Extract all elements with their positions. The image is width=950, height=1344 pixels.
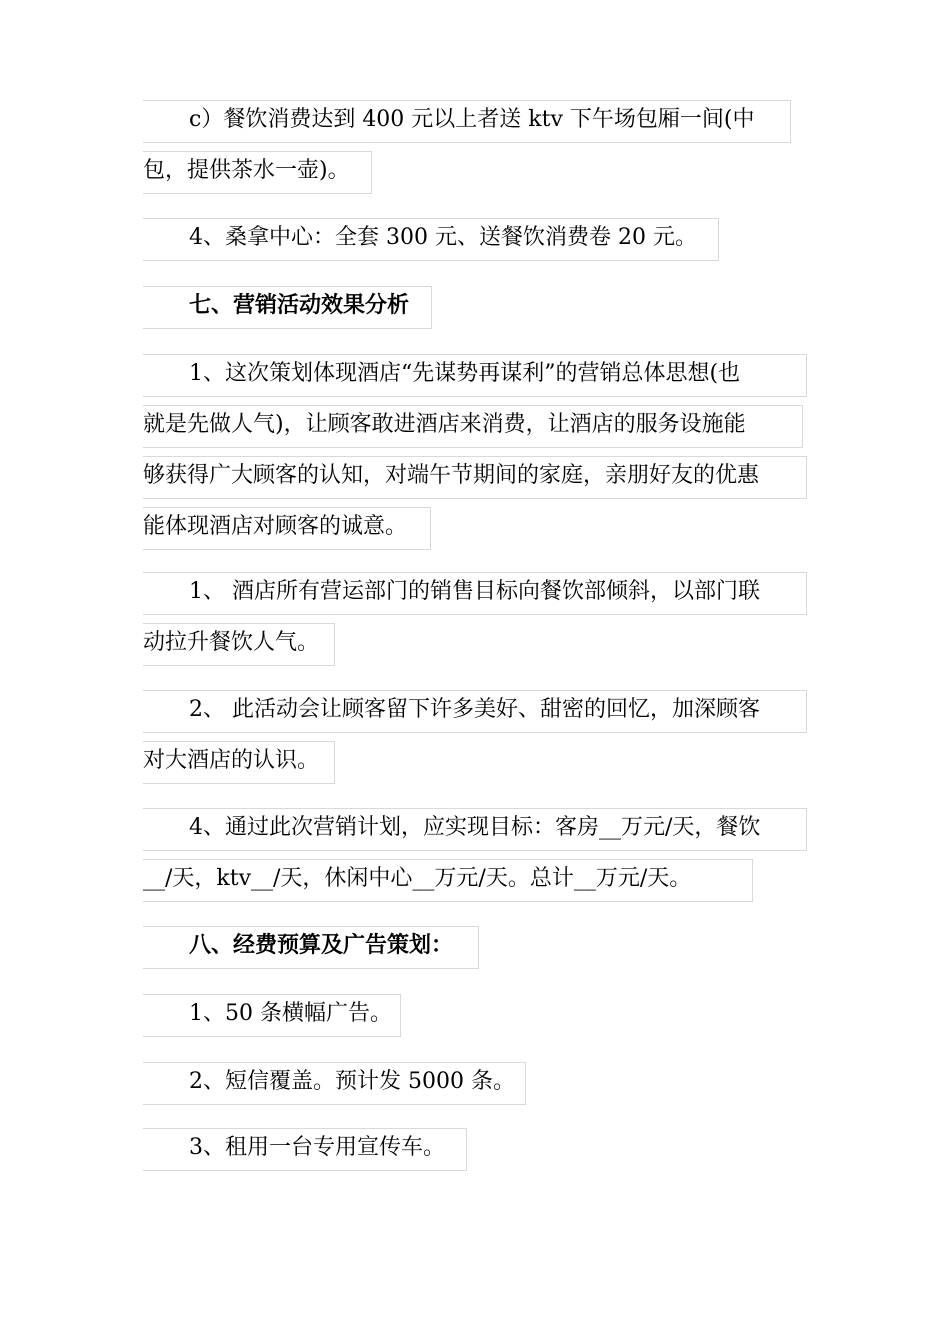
text-line: 1、 酒店所有营运部门的销售目标向餐饮部倾斜，以部门联 <box>143 566 764 617</box>
text-line: 动拉升餐饮人气。 <box>143 617 764 668</box>
section-heading-7 <box>143 280 413 331</box>
paragraph-banners <box>143 988 396 1039</box>
section-heading-8 <box>143 920 457 971</box>
text-line: 够获得广大顾客的认知，对端午节期间的家庭，亲朋好友的优惠 <box>143 450 763 501</box>
text-line: 对大酒店的认识。 <box>143 735 764 786</box>
text-line: __/天，ktv__/天，休闲中心__万元/天。总计__万元/天。 <box>143 853 764 904</box>
paragraph-departments <box>143 566 764 668</box>
paragraph-targets <box>143 802 764 904</box>
text-line: 就是先做人气)，让顾客敢进酒店来消费，让酒店的服务设施能 <box>143 399 763 450</box>
paragraph-sms <box>143 1056 519 1107</box>
paragraph-memories <box>143 684 764 786</box>
text-line: 4、通过此次营销计划，应实现目标：客房__万元/天，餐饮 <box>143 802 764 853</box>
text-line: 1、这次策划体现酒店“先谋势再谋利”的营销总体思想(也 <box>143 348 763 399</box>
text-line: c）餐饮消费达到 400 元以上者送 ktv 下午场包厢一间(中 <box>143 94 758 145</box>
text-line: 1、50 条横幅广告。 <box>143 988 396 1039</box>
heading-line: 八、经费预算及广告策划： <box>143 920 457 971</box>
text-line: 2、短信覆盖。预计发 5000 条。 <box>143 1056 519 1107</box>
text-line: 2、 此活动会让顾客留下许多美好、甜密的回忆，加深顾客 <box>143 684 764 735</box>
text-line: 包，提供茶水一壶)。 <box>143 145 758 196</box>
text-line: 4、桑拿中心：全套 300 元、送餐饮消费卷 20 元。 <box>143 212 701 263</box>
paragraph-sauna-offer <box>143 212 701 263</box>
heading-line: 七、营销活动效果分析 <box>143 280 413 331</box>
paragraph-ktv-offer <box>143 94 758 196</box>
text-line: 3、租用一台专用宣传车。 <box>143 1122 449 1173</box>
text-line: 能体现酒店对顾客的诚意。 <box>143 501 763 552</box>
paragraph-strategy <box>143 348 763 552</box>
paragraph-vehicle <box>143 1122 449 1173</box>
